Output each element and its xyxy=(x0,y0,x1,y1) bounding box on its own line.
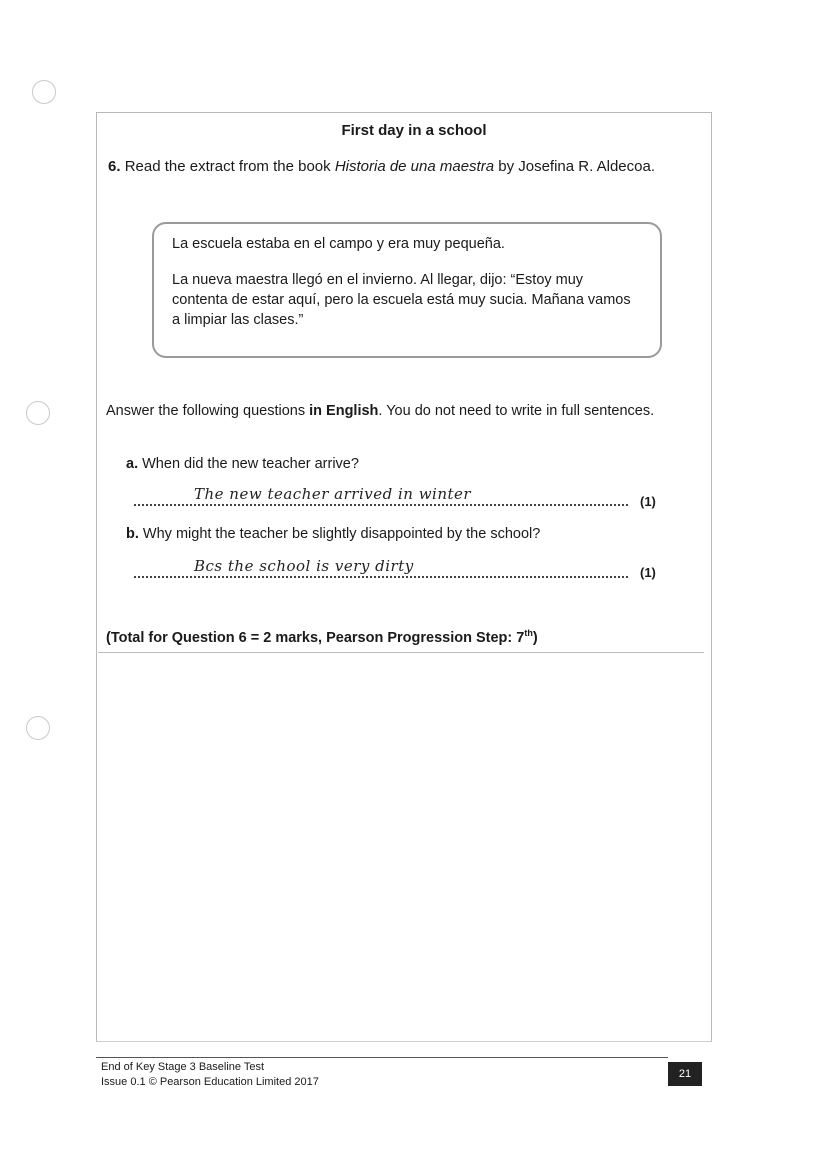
question-suffix: by Josefina R. Aldecoa. xyxy=(494,158,655,175)
answer-a-line[interactable] xyxy=(134,480,628,506)
binder-hole-bottom xyxy=(26,716,50,740)
total-text: (Total for Question 6 = 2 marks, Pearson Progression Step: 7 xyxy=(106,629,525,646)
section-divider xyxy=(98,652,704,653)
instruction-emphasis: in English xyxy=(309,403,379,419)
question-a-marks: (1) xyxy=(640,494,656,509)
total-close: ) xyxy=(532,629,538,646)
question-a xyxy=(126,456,359,472)
answer-b-handwriting: Bcs the school is very dirty xyxy=(194,557,414,575)
page-title: First day in a school xyxy=(341,122,487,139)
extract-box xyxy=(152,222,662,358)
book-title: Historia de una maestra xyxy=(334,158,495,175)
extract-paragraph-1: La escuela estaba en el campo y era muy pequeña. xyxy=(172,236,505,252)
footer-rule xyxy=(96,1057,668,1058)
extract-paragraph-2: La nueva maestra llegó en el invierno. Al llegar, dijo: “Estoy muy contenta de estar aquí, pero la escuela está muy sucia. Mañana vamos a limpiar las clases.” xyxy=(172,272,631,328)
question-b-letter: b. xyxy=(126,526,139,542)
binder-hole-middle xyxy=(26,401,50,425)
page-number xyxy=(668,1062,702,1086)
question-a-letter: a. xyxy=(126,456,139,472)
question-prefix: Read the extract from the book xyxy=(124,158,335,175)
footer-copyright: Issue 0.1 © Pearson Education Limited 2017 xyxy=(101,1076,319,1088)
instruction-prefix: Answer the following questions xyxy=(106,403,310,419)
question-total xyxy=(106,628,538,646)
binder-hole-top xyxy=(32,80,56,104)
instructions xyxy=(106,402,666,420)
question-b-text: Why might the teacher be slightly disappointed by the school? xyxy=(142,526,541,542)
footer-test-name: End of Key Stage 3 Baseline Test xyxy=(101,1061,265,1073)
answer-b-line[interactable] xyxy=(134,552,628,578)
question-prompt xyxy=(108,158,655,175)
instruction-suffix: . You do not need to write in full sentences. xyxy=(378,403,655,419)
question-a-text: When did the new teacher arrive? xyxy=(142,456,359,472)
total-sup: th xyxy=(524,628,533,638)
question-number: 6. xyxy=(108,158,121,175)
answer-a-handwriting: The new teacher arrived in winter xyxy=(194,485,472,503)
question-b-marks: (1) xyxy=(640,565,656,580)
question-b xyxy=(126,526,540,542)
page-number-text: 21 xyxy=(678,1068,692,1080)
